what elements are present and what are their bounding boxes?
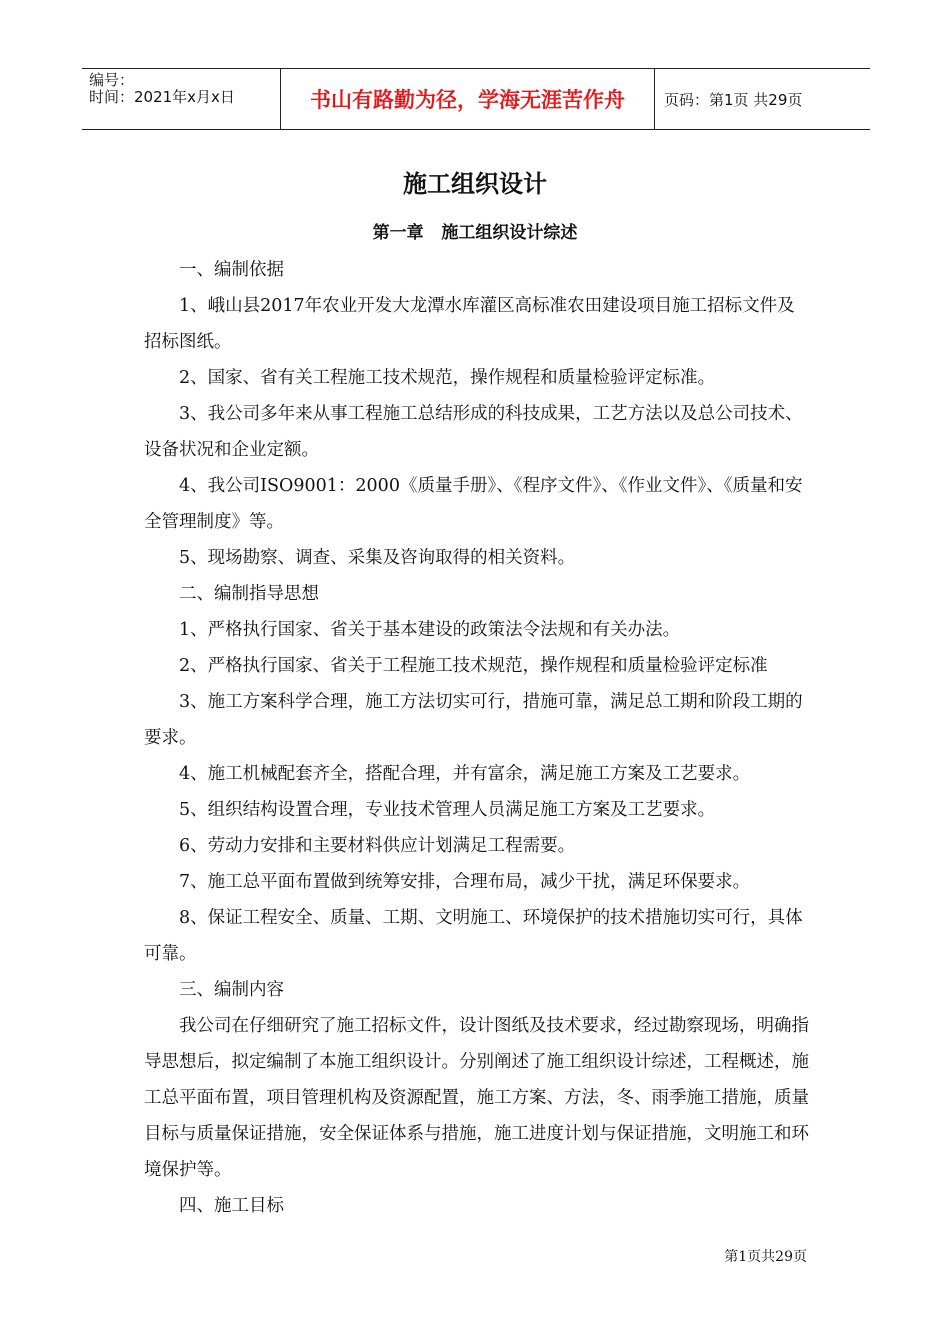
paragraph: 一、编制依据 [179,260,284,280]
paragraph: 2、国家、省有关工程施工技术规范，操作规程和质量检验评定标准。 [179,368,716,388]
paragraph: 3、我公司多年来从事工程施工总结形成的科技成果，工艺方法以及总公司技术、设备状况和企业定额。 [144,404,803,460]
header-info-cell [82,69,280,129]
header-page-label: 页码：第1页 共29页 [664,90,803,109]
paragraph: 4、我公司ISO9001：2000《质量手册》、《程序文件》、《作业文件》、《质量和安全管理制度》等。 [144,476,803,532]
header-table [82,68,870,130]
paragraph: 7、施工总平面布置做到统筹安排，合理布局，减少干扰，满足环保要求。 [179,872,751,892]
document-body [144,252,810,1224]
paragraph: 2、严格执行国家、省关于工程施工技术规范，操作规程和质量检验评定标准 [179,656,768,676]
chapter-title: 施工组织设计综述 [441,223,578,243]
paragraph: 3、施工方案科学合理，施工方法切实可行，措施可靠，满足总工期和阶段工期的要求。 [144,692,803,748]
header-divider [654,69,655,129]
page-footer: 第1页共29页 [724,1249,807,1265]
paragraph: 我公司在仔细研究了施工招标文件，设计图纸及技术要求，经过勘察现场，明确指导思想后，拟定编制了本施工组织设计。分别阐述了施工组织设计综述，工程概述，施工总平面布置，项目管理机构及资源配置，施工方案、方法，冬、雨季施工措施，质量目标与质量保证措施，安全保证体系与措施，施工进度计划与保证措施，文明施工和环境保护等。 [144,1016,809,1180]
paragraph: 8、保证工程安全、质量、工期、文明施工、环境保护的技术措施切实可行，具体可靠。 [144,908,803,964]
paragraph: 四、施工目标 [179,1196,284,1216]
chapter-number: 第一章 [372,223,424,243]
paragraph: 6、劳动力安排和主要材料供应计划满足工程需要。 [179,836,576,856]
paragraph: 5、现场勘察、调查、采集及咨询取得的相关资料。 [179,548,576,568]
paragraph: 二、编制指导思想 [179,584,319,604]
paragraph: 5、组织结构设置合理，专业技术管理人员满足施工方案及工艺要求。 [179,800,716,820]
time-label: 时间：2021年x月x日 [89,88,235,106]
number-label: 编号： [89,71,135,89]
paragraph: 4、施工机械配套齐全，搭配合理，并有富余，满足施工方案及工艺要求。 [179,764,751,784]
paragraph: 1、峨山县2017年农业开发大龙潭水库灌区高标准农田建设项目施工招标文件及招标图纸。 [144,296,795,352]
header-motto: 书山有路勤为径，学海无涯苦作舟 [310,88,625,112]
chapter-heading [0,218,950,243]
paragraph: 三、编制内容 [179,980,284,1000]
paragraph: 1、严格执行国家、省关于基本建设的政策法令法规和有关办法。 [179,620,681,640]
document-title: 施工组织设计 [403,170,547,198]
